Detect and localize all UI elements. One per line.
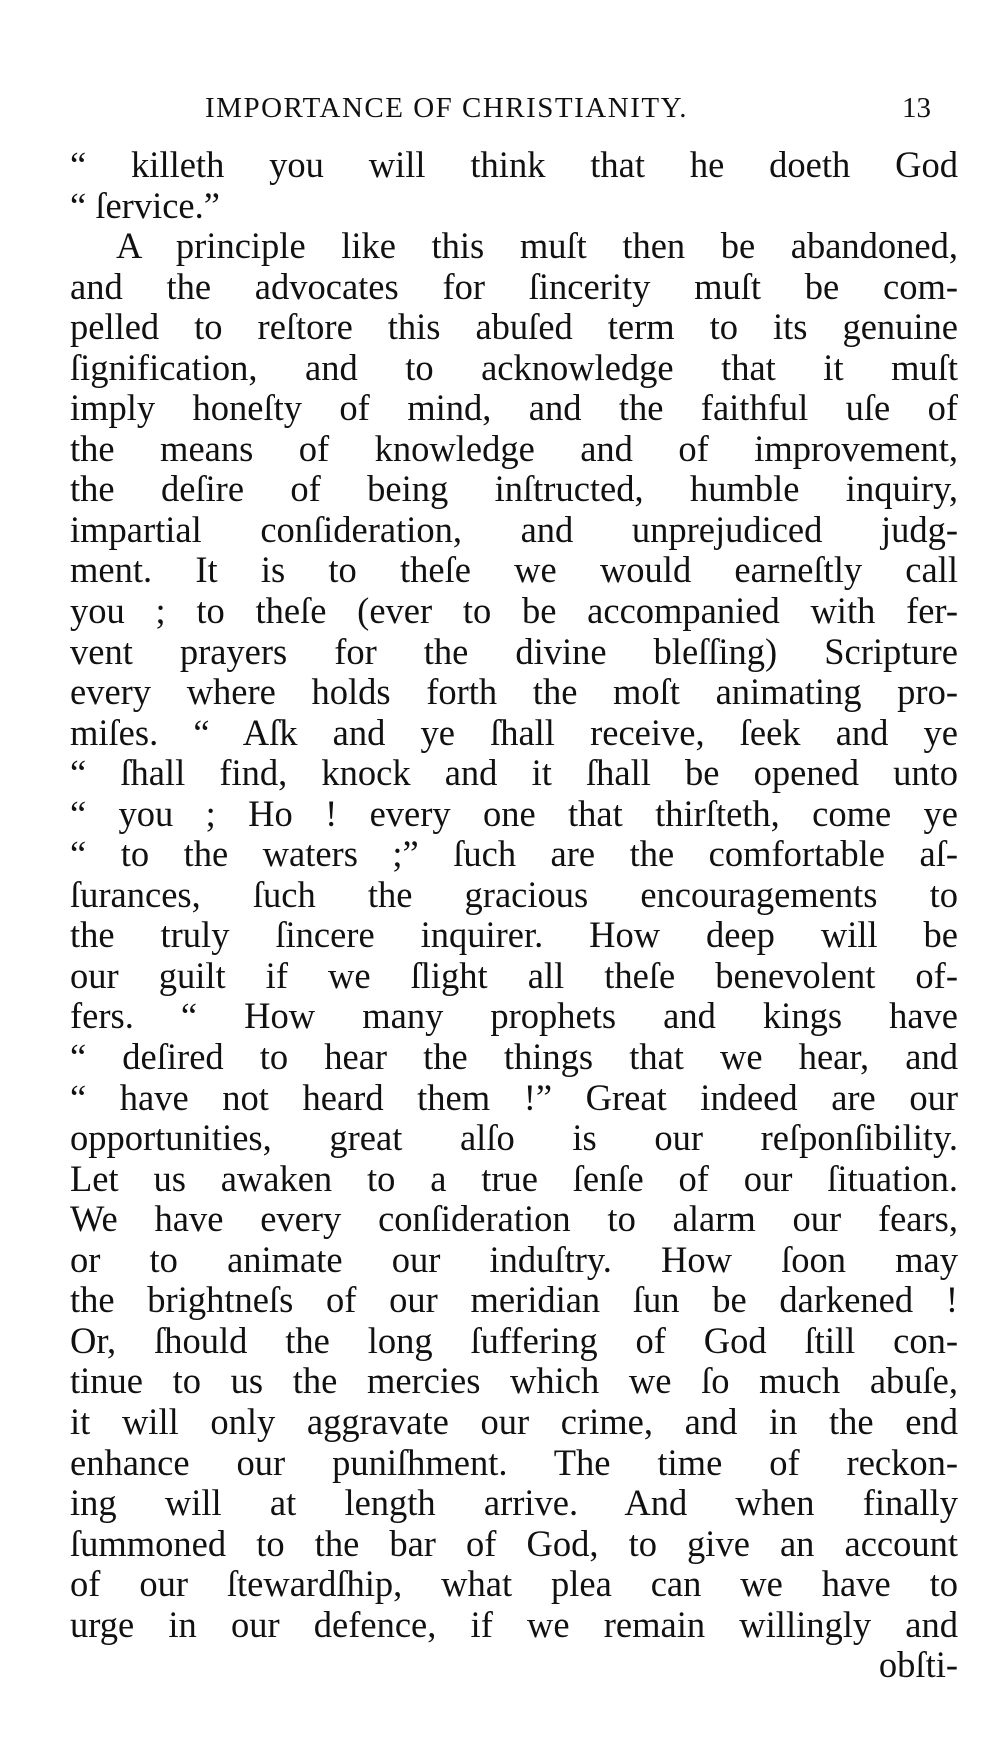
text-line: fers. “ How many prophets and kings have <box>70 996 958 1037</box>
text-line: you ; to theſe (ever to be accompanied with fer- <box>70 591 958 632</box>
paragraph-start-line: A principle like this muſt then be abandoned, <box>116 226 958 267</box>
text-line: “ have not heard them !” Great indeed are our <box>70 1077 958 1118</box>
text-line: ment. It is to theſe we would earneſtly call <box>70 550 958 591</box>
text-line: “ ſhall find, knock and it ſhall be opened unto <box>70 753 958 794</box>
text-line: ſummoned to the bar of God, to give an account <box>70 1523 958 1564</box>
text-line: Let us awaken to a true ſenſe of our ſituation. <box>70 1158 958 1199</box>
text-line: the truly ſincere inquirer. How deep will be <box>70 915 958 956</box>
text-line: it will only aggravate our crime, and in the end <box>70 1401 958 1442</box>
text-line: ing will at length arrive. And when finally <box>70 1483 958 1524</box>
text-line: “ ſervice.” <box>70 185 220 226</box>
text-line: the brightneſs of our meridian ſun be darkened ! <box>70 1280 958 1321</box>
text-line: of our ſtewardſhip, what plea can we have to <box>70 1564 958 1605</box>
text-line: impartial conſideration, and unprejudiced judg- <box>70 509 958 550</box>
text-line: opportunities, great alſo is our reſponſibility. <box>70 1118 958 1159</box>
catchword: obſti- <box>878 1645 958 1686</box>
text-line: imply honeſty of mind, and the faithful uſe of <box>70 388 958 429</box>
page-header <box>0 92 992 132</box>
text-line: and the advocates for ſincerity muſt be com- <box>70 266 958 307</box>
text-line: ſurances, ſuch the gracious encouragements to <box>70 874 958 915</box>
text-line: ſignification, and to acknowledge that it muſt <box>70 347 958 388</box>
text-line: or to animate our induſtry. How ſoon may <box>70 1239 958 1280</box>
body-text <box>70 145 958 1686</box>
text-line: pelled to reſtore this abuſed term to its genuine <box>70 307 958 348</box>
text-line: enhance our puniſhment. The time of reckon- <box>70 1442 958 1483</box>
text-line: Or, ſhould the long ſuffering of God ſtill con- <box>70 1320 958 1361</box>
text-line: tinue to us the mercies which we ſo much abuſe, <box>70 1361 958 1402</box>
text-line: “ deſired to hear the things that we hear, and <box>70 1037 958 1078</box>
text-line: every where holds forth the moſt animating pro- <box>70 672 958 713</box>
text-line: the means of knowledge and of improvement, <box>70 428 958 469</box>
text-line: “ you ; Ho ! every one that thirſteth, come ye <box>70 793 958 834</box>
text-line: the deſire of being inſtructed, humble inquiry, <box>70 469 958 510</box>
text-line: miſes. “ Aſk and ye ſhall receive, ſeek and ye <box>70 712 958 753</box>
running-title: IMPORTANCE OF CHRISTIANITY. <box>205 92 689 124</box>
text-line: We have every conſideration to alarm our fears, <box>70 1199 958 1240</box>
text-line: urge in our defence, if we remain willingly and <box>70 1604 958 1645</box>
text-line: vent prayers for the divine bleſſing) Scripture <box>70 631 958 672</box>
text-line: “ killeth you will think that he doeth God <box>70 145 958 185</box>
page-number: 13 <box>902 92 931 124</box>
text-line: “ to the waters ;” ſuch are the comfortable aſ- <box>70 834 958 875</box>
text-line: our guilt if we ſlight all theſe benevolent of- <box>70 955 958 996</box>
